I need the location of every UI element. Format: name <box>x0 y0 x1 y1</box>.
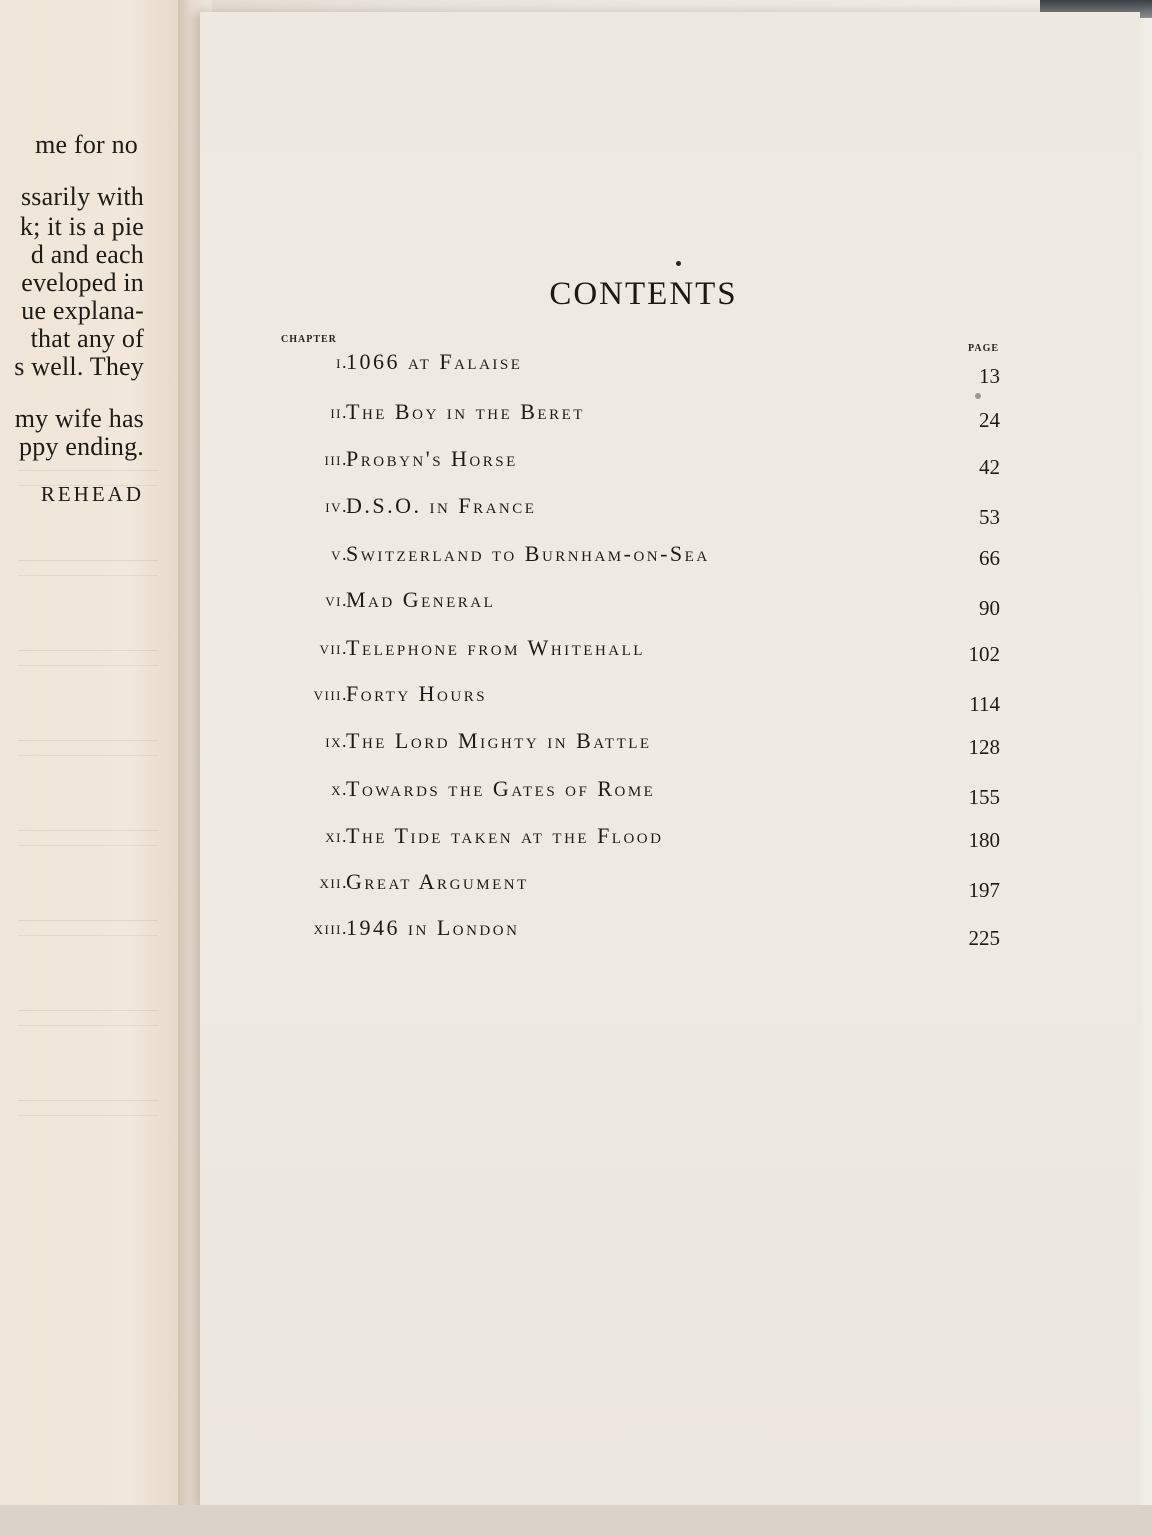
chapter-title: The Tide taken at the Flood <box>346 823 664 848</box>
chapter-number: xiii. <box>313 918 348 938</box>
chapter-title: 1066 at Falaise <box>346 349 523 374</box>
show-through-text <box>18 1010 158 1026</box>
left-text-line: k; it is a pie <box>19 212 144 241</box>
left-text-line: ppy ending. <box>19 432 144 461</box>
chapter-number: ii. <box>330 402 348 422</box>
chapter-title: Towards the Gates of Rome <box>346 776 656 801</box>
page-number: 13 <box>979 364 1000 388</box>
page-number: 180 <box>968 828 1000 852</box>
chapter-number: iii. <box>324 449 348 469</box>
page-number: 114 <box>969 692 1000 716</box>
toc-entry <box>220 493 1000 529</box>
left-text-line: eveloped in <box>21 268 144 297</box>
chapter-title: Mad General <box>346 587 496 612</box>
chapter-column-label: CHAPTER <box>281 334 337 345</box>
chapter-number: viii. <box>313 684 348 704</box>
toc-entry <box>220 776 1000 809</box>
toc-entry <box>220 635 1000 668</box>
left-text-line: my wife has <box>14 404 144 433</box>
chapter-number: xii. <box>319 872 348 892</box>
ink-speck <box>975 393 981 399</box>
page-title: CONTENTS <box>549 276 738 312</box>
author-signature: REHEAD <box>40 482 144 506</box>
toc-entry <box>220 587 1000 620</box>
show-through-text <box>18 830 158 846</box>
show-through-text <box>18 560 158 576</box>
page-column-label: PAGE <box>968 343 1000 354</box>
toc-entry <box>220 728 1000 761</box>
chapter-number: i. <box>336 352 348 372</box>
surface-edge <box>0 1505 1152 1536</box>
toc-entry <box>220 349 1000 388</box>
page-number: 197 <box>968 878 1000 902</box>
chapter-title: Probyn's Horse <box>346 446 518 471</box>
chapter-number: v. <box>331 544 348 564</box>
show-through-text <box>18 740 158 756</box>
page-number: 128 <box>968 735 1000 759</box>
chapter-number: vii. <box>319 638 348 658</box>
contents-page <box>200 12 1140 1510</box>
left-text-line: that any of <box>30 324 144 353</box>
chapter-title: Great Argument <box>346 869 529 894</box>
left-text-line: me for no <box>35 130 138 159</box>
chapter-title: The Lord Mighty in Battle <box>346 728 652 753</box>
chapter-number: xi. <box>325 826 348 846</box>
toc-entry <box>220 915 1000 950</box>
page-number: 102 <box>968 642 1000 666</box>
show-through-text <box>18 1100 158 1116</box>
chapter-title: Switzerland to Burnham-on-Sea <box>346 541 710 566</box>
left-text-line: ue explana- <box>21 296 144 325</box>
show-through-text <box>18 920 158 936</box>
page-number: 53 <box>979 505 1000 529</box>
chapter-number: x. <box>331 779 348 799</box>
toc-entry <box>220 446 1000 479</box>
left-text-line: s well. They <box>14 352 144 381</box>
page-number: 66 <box>979 546 1000 570</box>
page-number: 155 <box>968 785 1000 809</box>
chapter-number: vi. <box>325 590 348 610</box>
page-number: 42 <box>979 455 1000 479</box>
toc-entry <box>220 541 1000 574</box>
chapter-title: The Boy in the Beret <box>346 399 585 424</box>
page-number: 90 <box>979 596 1000 620</box>
chapter-title: Forty Hours <box>346 681 488 706</box>
chapter-number: iv. <box>325 496 348 516</box>
toc-entry <box>220 681 1000 716</box>
page-number: 24 <box>979 408 1000 432</box>
chapter-title: 1946 in London <box>346 915 520 940</box>
left-text-line: ssarily with <box>20 182 144 211</box>
chapter-title: Telephone from Whitehall <box>346 635 645 660</box>
toc-entry <box>220 823 1000 856</box>
toc-entry <box>220 399 1000 432</box>
chapter-number: ix. <box>325 731 348 751</box>
page-number: 225 <box>968 926 1000 950</box>
show-through-text <box>18 650 158 666</box>
left-facing-page <box>0 0 190 1536</box>
chapter-title: D.S.O. in France <box>346 493 537 518</box>
print-speck <box>676 261 681 266</box>
left-text-line: d and each <box>30 240 144 269</box>
toc-entry <box>220 869 1000 902</box>
